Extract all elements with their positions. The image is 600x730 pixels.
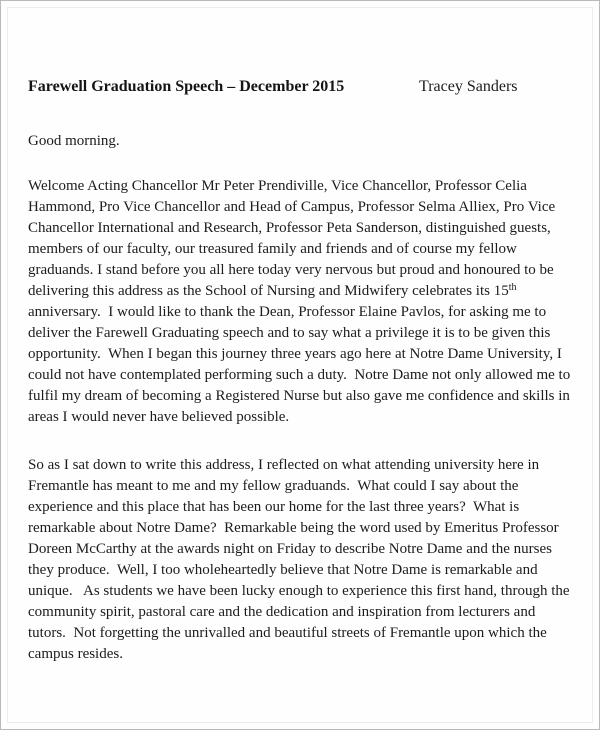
author-name: Tracey Sanders <box>419 78 518 95</box>
paragraph-welcome-part1: Welcome Acting Chancellor Mr Peter Prendiville, Vice Chancellor, Professor Celia Hammond, Pro Vice Chancellor and Head of Campus, Professor Selma Alliex, Pro Vice Chancellor International and Research, Professor Peta Sanderson, distinguished guests, members of our faculty, our treasured family and friends and of course my fellow graduands. I stand before you all here today very nervous but proud and honoured to be delivering this address as the School of Nursing and Midwifery celebrates its 15 <box>28 178 559 299</box>
greeting-text: Good morning. <box>28 133 120 149</box>
document-header <box>28 77 574 97</box>
paragraph-reflection: So as I sat down to write this address, I reflected on what attending university here in Fremantle has meant to me and my fellow graduands. What could I say about the experience and this place that has been our home for the last three years? What is remarkable about Notre Dame? Remarkable being the word used by Emeritus Professor Doreen McCarthy at the awards night on Friday to describe Notre Dame and the nurses they produce. Well, I too wholeheartedly believe that Notre Dame is remarkable and unique. As students we have been lucky enough to experience this first hand, through the community spirit, pastoral care and the dedication and inspiration from lecturers and tutors. Not forgetting the unrivalled and beautiful streets of Fremantle upon which the campus resides. <box>28 457 574 662</box>
ordinal-superscript: th <box>508 282 517 293</box>
paragraph-welcome <box>28 176 574 428</box>
document-title: Farewell Graduation Speech – December 2015 <box>28 78 345 95</box>
speech-document <box>28 1 574 665</box>
paragraph-welcome-part2: anniversary. I would like to thank the Dean, Professor Elaine Pavlos, for asking me to deliver the Farewell Graduating speech and to say what a privilege it is to be given this opportunity. When I began this journey three years ago here at Notre Dame University, I could not have contemplated performing such a duty. Notre Dame not only allowed me to fulfil my dream of becoming a Registered Nurse but also gave me confidence and skills in areas I would never have believed possible. <box>28 283 574 425</box>
